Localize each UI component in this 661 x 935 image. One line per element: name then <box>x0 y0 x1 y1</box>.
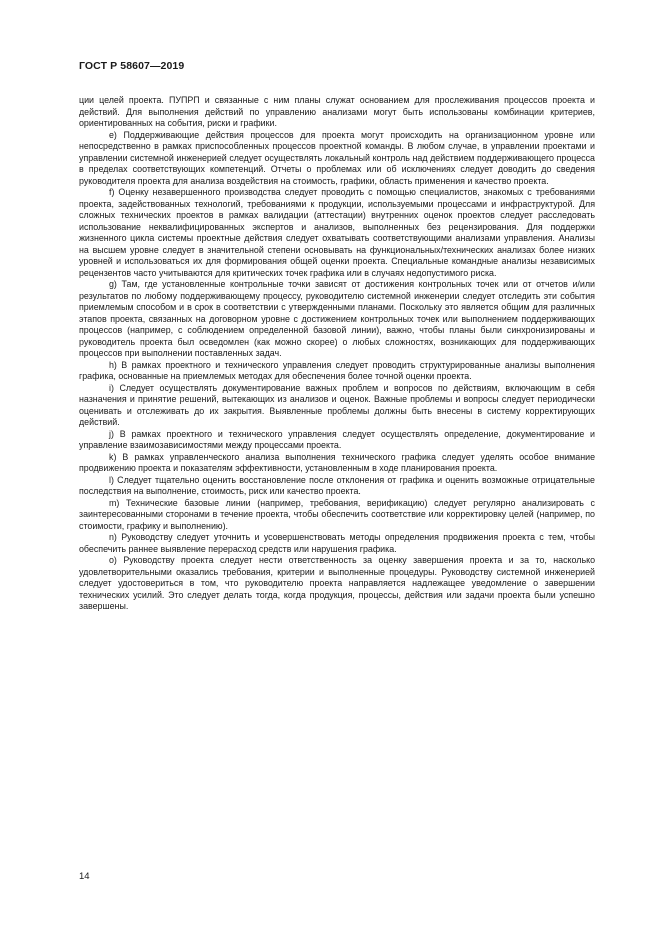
list-item-m: m) Технические базовые линии (например, требования, верификацию) следует регулярно анализировать с заинтересованными сторонами в течение проекта, чтобы обеспечить соответствие или корректировку целей (например, по стоимости, графику и выполнению). <box>79 497 595 531</box>
list-item-j: j) В рамках проектного и технического управления следует осуществлять определение, документирование и управление взаимозависимостями между процессами проекта. <box>79 428 595 450</box>
page-number: 14 <box>79 871 90 882</box>
list-item-n: n) Руководству следует уточнить и усовершенствовать методы определения продвижения проекта с тем, чтобы обеспечить раннее выявление перерасход средств или нарушения графика. <box>79 532 595 554</box>
list-item-o: o) Руководству проекта следует нести ответственность за оценку завершения проекта и за то, насколько удовлетворительными оказались требования, критерии и выполненные процедуры. Руководству системной инженерией следует удостовериться в том, что руководителю проекта направляется надлежащее уведомление о завершении технических усилий. Это следует делать тогда, когда продукция, процессы, действия или задачи проекта были успешно завершены. <box>79 555 595 611</box>
list-item-i: i) Следует осуществлять документирование важных проблем и вопросов по действиям, включающим в себя назначения и принятие решений, вытекающих из анализов и оценок. Важные проблемы и вопросы следует периодически оценивать и отслеживать до их закрытия. Выявленные проблемы должны быть внесены в систему корректирующих действий. <box>79 382 595 427</box>
list-item-h: h) В рамках проектного и технического управления следует проводить структурированные анализы выполнения графика, основанные на приемлемых методах для обеспечения более точной оценки проекта. <box>79 359 595 381</box>
list-item-g: g) Там, где установленные контрольные точки зависят от достижения контрольных точек или от отчетов и/или результатов по любому поддерживающему процессу, руководителю системной инженерии следует отследить эти события приемлемым способом и в срок в соответствии с утвержденными планами. Поскольку это является общим для различных этапов проекта, связанных на договорном уровне с достижением контрольных точек или выполнением поддерживающих процессов (например, с соблюдением определенной базовой линии), важно, чтобы планы были синхронизированы и руководитель проекта был осведомлен (как можно скорее) о любых сложностях, возникающих для поддерживающих процессов при выполнении поставленных задач. <box>79 279 595 358</box>
document-body <box>79 95 595 613</box>
document-header: ГОСТ Р 58607—2019 <box>79 60 185 72</box>
list-item-f: f) Оценку незавершенного производства следует проводить с помощью специалистов, знакомых с требованиями проекта, задействованных технологий, требованиями к продукции, используемыми процессами и инфраструктурой. Для сложных технических проектов в рамках валидации (аттестации) внутренних оценок проектов следует расследовать использование неквалифицированных экспертов и анализов, выполненных без рецензирования. Для поддержки жизненного цикла системы проектные действия следует охватывать соответствующими анализами управления. Анализы на высшем уровне следует в значительной степени основывать на функциональных/технических анализах более низких уровней и использоваться их для формирования общей оценки проекта. Специальные командные анализы независимых рецензентов часто учитываются для критических точек графика или в случаях недопустимого риска. <box>79 187 595 278</box>
paragraph-continuation: ции целей проекта. ПУПРП и связанные с ним планы служат основанием для прослеживания процессов проекта и действий. Для выполнения действий по управлению анализами могут быть использованы комбинации критериев, ориентированных на события, риски и графики. <box>79 95 595 128</box>
list-item-e: e) Поддерживающие действия процессов для проекта могут происходить на организационном уровне или непосредственно в рамках приспособленных процессов проектной команды. В любом случае, в управлении проектами и управлении системной инженерией следует осуществлять локальный контроль над действием поддерживающего процесса в пределах соответствующих компетенций. Отчеты о проблемах или об исключениях следует доводить до сведения руководителя проекта для анализа воздействия на стоимость, графики, область применения и качество проекта. <box>79 129 595 186</box>
list-item-k: k) В рамках управленческого анализа выполнения технического графика следует уделять особое внимание продвижению проекта и показателям эффективности, установленным в ходе планирования проекта. <box>79 451 595 473</box>
list-item-l: l) Следует тщательно оценить восстановление после отклонения от графика и оценить возможные отрицательные последствия на выполнение, стоимость, риск или качество проекта. <box>79 474 595 496</box>
